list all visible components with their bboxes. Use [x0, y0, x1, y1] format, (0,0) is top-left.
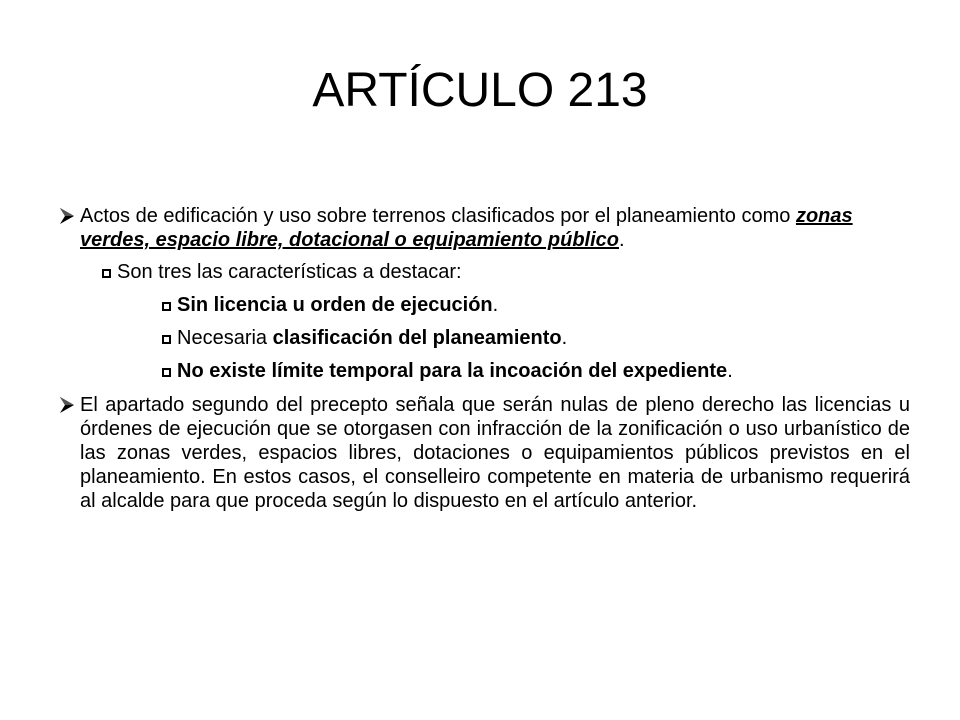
square-bullet-icon	[162, 335, 171, 344]
sub-item-2-pre: Necesaria	[177, 327, 273, 349]
sub-item-2-bold: clasificación del planeamiento	[272, 327, 562, 349]
sub-item-3	[60, 359, 910, 383]
bullet-2-text: El apartado segundo del precepto señala que serán nulas de pleno derecho las licencias u órdenes de ejecución que se otorgasen con infracción de la zonificación o uso urbanístico de las zonas verdes, espacios libres, dotaciones o equipamientos públicos previstos en el planeamiento. En estos casos, el conselleiro competente en materia de urbanismo requerirá al alcalde para que proceda según lo dispuesto en el artículo anterior.	[80, 394, 910, 512]
sub-bullet-label: Son tres las características a destacar:	[117, 261, 462, 283]
bullet-item-1	[60, 204, 910, 252]
bullet-1-end: .	[619, 229, 625, 251]
square-bullet-icon	[162, 302, 171, 311]
arrow-bullet-icon	[60, 397, 74, 413]
slide-title: ARTÍCULO 213	[312, 64, 648, 117]
bullet-1-text: Actos de edificación y uso sobre terrenos clasificados por el planeamiento como	[80, 205, 796, 227]
bullet-item-2	[60, 393, 910, 513]
square-bullet-icon	[102, 269, 111, 278]
sub-item-3-post: .	[727, 360, 733, 382]
arrow-bullet-icon	[60, 208, 74, 224]
sub-bullet	[60, 260, 910, 284]
sub-item-2	[60, 326, 910, 350]
sub-item-2-post: .	[561, 327, 568, 349]
sub-item-1-post: .	[492, 294, 499, 316]
bullet-1-emphasis: zonas verdes, espacio libre, dotacional o equipamiento público	[80, 205, 853, 251]
sub-item-1-bold: Sin licencia u orden de ejecución	[177, 294, 493, 316]
sub-item-1	[60, 293, 910, 317]
square-bullet-icon	[162, 368, 171, 377]
slide-content	[60, 204, 910, 513]
sub-item-3-bold: No existe límite temporal para la incoación del expediente	[177, 360, 728, 382]
